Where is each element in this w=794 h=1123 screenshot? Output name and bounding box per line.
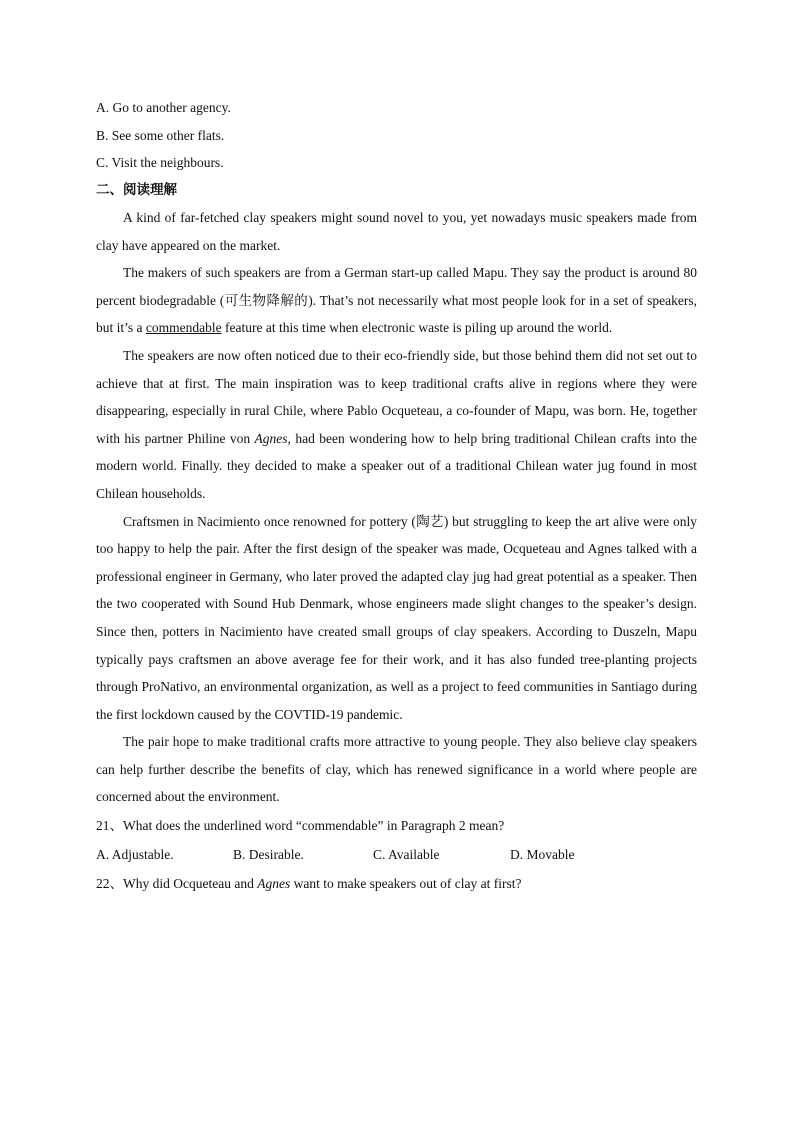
q22-text-before: 22、Why did Ocqueteau and [96, 876, 258, 892]
p2-text-before: The makers of such speakers are from a German start-up called Mapu. They say the product is around 80 percent biodegradable (可生物降解的). That’s not necessarily what most people look for in a set of speakers, but it’s a [96, 265, 697, 336]
question-21-choices [96, 840, 697, 869]
p3-text-before: The speakers are now often noticed due to their eco-friendly side, but those behind them did not set out to achieve that at first. The main inspiration was to keep traditional crafts alive in regions where they were disappearing, especially in rural Chile, where Pablo Ocqueteau, a co-founder of Mapu, was born. He, together with his partner Philine von [96, 347, 697, 446]
question-22-stem [96, 869, 697, 898]
choice-b: B. Desirable. [233, 847, 304, 863]
p2-text-after: feature at this time when electronic waste is piling up around the world. [221, 320, 613, 336]
choice-d: D. Movable [510, 847, 575, 863]
passage-paragraph-2 [96, 259, 697, 342]
p3-text-after: , had been wondering how to help bring traditional Chilean crafts into the modern world. Finally. they decided to make a speaker out of a traditional Chilean water jug found in most Chilean households. [96, 430, 698, 501]
choice-a: A. Adjustable. [96, 847, 174, 863]
listening-option-b: B. See some other flats. [96, 127, 225, 143]
choice-c: C. Available [373, 847, 440, 863]
listening-option-c: C. Visit the neighbours. [96, 155, 224, 170]
passage-paragraph-4: Craftsmen in Nacimiento once renowned for pottery (陶艺) but struggling to keep the art alive were only too happy to help the pair. After the first design of the speaker was made, Ocqueteau and Agnes talked with a professional engineer in Germany, who later proved the adapted clay jug had great potential as a speaker. Then the two cooperated with Sound Hub Denmark, whose engineers made slight changes to the speaker’s design. Since then, potters in Nacimiento have created small groups of clay speakers. According to Duszeln, Mapu typically pays craftsmen an above average fee for their work, and it has also funded tree-planting projects through ProNativo, an environmental organization, as well as a project to feed communities in Santiago during the first lockdown caused by the COVTID-19 pandemic. [96, 513, 697, 722]
underlined-word: commendable [145, 320, 222, 336]
listening-option-a: A. Go to another agency. [96, 100, 231, 115]
question-21-stem: 21、What does the underlined word “commendable” in Paragraph 2 mean? [96, 818, 505, 834]
section-heading: 二、阅读理解 [96, 181, 177, 198]
passage-paragraph-1: A kind of far-fetched clay speakers might sound novel to you, yet nowadays music speakers made from clay have appeared on the market. [96, 210, 697, 253]
q22-italic-name: Agnes [257, 876, 291, 892]
q22-text-after: want to make speakers out of clay at first? [290, 876, 522, 892]
p3-italic-name: Agnes [254, 430, 288, 446]
passage-paragraph-3 [96, 342, 697, 508]
page-content [96, 94, 697, 898]
passage-paragraph-5: The pair hope to make traditional crafts more attractive to young people. They also believe clay speakers can help further describe the benefits of clay, which has renewed significance in a world where people are concerned about the environment. [96, 734, 697, 805]
